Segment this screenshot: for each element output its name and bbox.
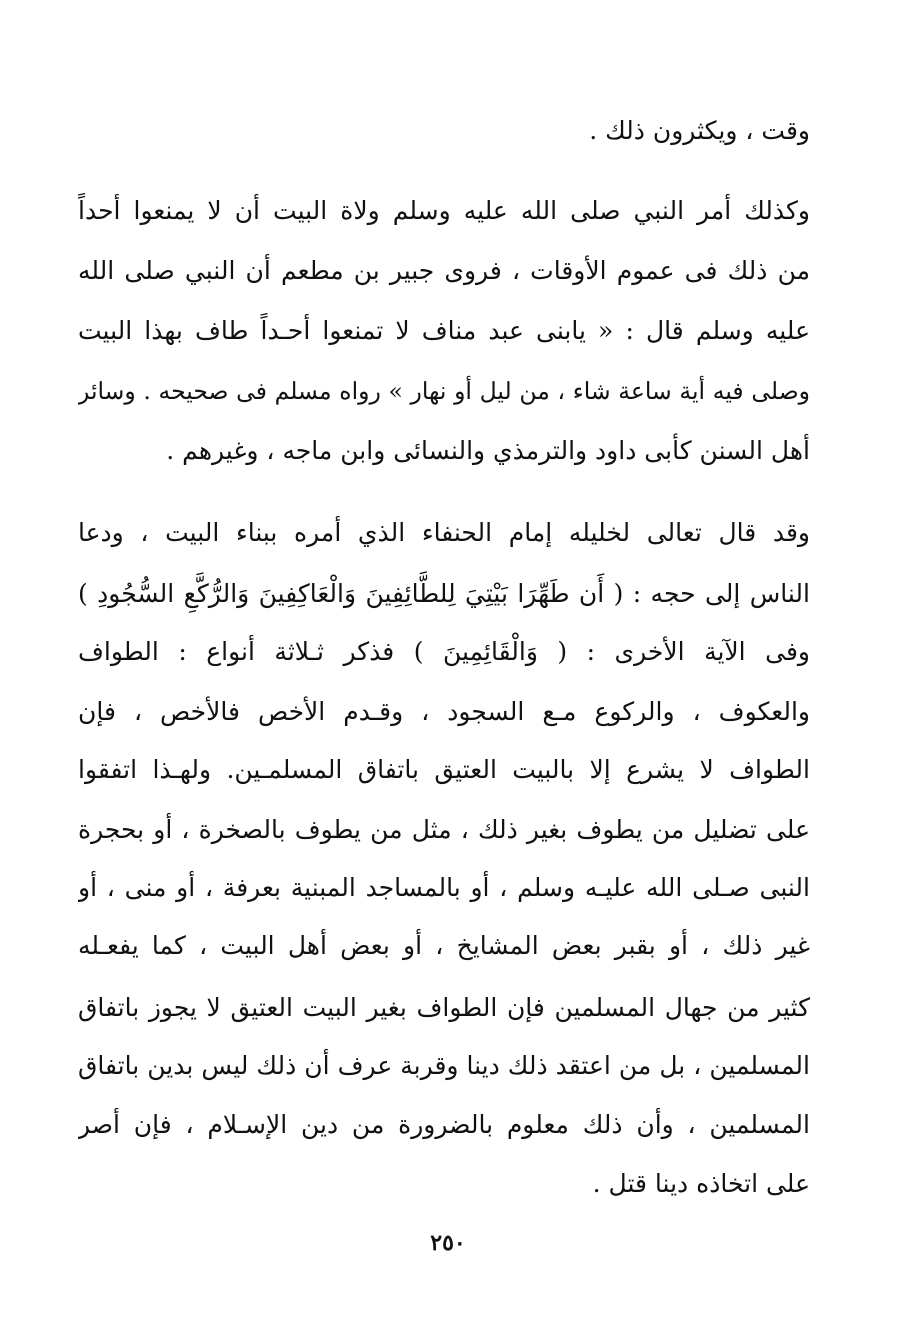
- text-line: أهل السنن كأبى داود والترمذي والنسائى وابن ماجه ، وغيرهم .: [166, 436, 810, 465]
- text-line: من ذلك فى عموم الأوقات ، فروى جبير بن مطعم أن النبي صلى الله: [78, 256, 810, 285]
- text-line: المسلمين ، وأن ذلك معلوم بالضرورة من دين الإسـلام ، فإن أصر: [78, 1110, 810, 1139]
- text-line: على اتخاذه دينا قتل .: [592, 1169, 810, 1198]
- quran-verse-line: الناس إلى حجه : ( أَن طَهِّرَا بَيْتِيَ لِلطَّائِفِينَ وَالْعَاكِفِينَ وَالرُّكَّعِ السُّجُودِ ): [78, 579, 810, 608]
- text-line: وكذلك أمر النبي صلى الله عليه وسلم ولاة البيت أن لا يمنعوا أحداً: [78, 196, 810, 225]
- text-line: النبى صـلى الله عليـه وسلم ، أو بالمساجد المبنية بعرفة ، أو منى ، أو: [78, 873, 810, 902]
- text-line: كثير من جهال المسلمين فإن الطواف بغير البيت العتيق لا يجوز باتفاق: [78, 993, 810, 1022]
- text-line: وقد قال تعالى لخليله إمام الحنفاء الذي أمره ببناء البيت ، ودعا: [78, 518, 810, 547]
- text-line: عليه وسلم قال : « يابنى عبد مناف لا تمنعوا أحـداً طاف بهذا البيت: [78, 316, 810, 345]
- text-line: وصلى فيه أية ساعة شاء ، من ليل أو نهار » رواه مسلم فى صحيحه . وسائر: [78, 377, 810, 405]
- text-line: والعكوف ، والركوع مـع السجود ، وقـدم الأخص فالأخص ، فإن: [78, 697, 810, 726]
- text-line: على تضليل من يطوف بغير ذلك ، مثل من يطوف بالصخرة ، أو بحجرة: [78, 815, 810, 844]
- text-line: المسلمين ، بل من اعتقد ذلك دينا وقربة عرف أن ذلك ليس بدين باتفاق: [78, 1051, 810, 1080]
- text-line: غير ذلك ، أو بقبر بعض المشايخ ، أو بعض أهل البيت ، كما يفعـله: [78, 931, 810, 960]
- text-line: وقت ، ويكثرون ذلك .: [589, 116, 810, 145]
- text-line: الطواف لا يشرع إلا بالبيت العتيق باتفاق المسلمـين. ولهـذا اتفقوا: [78, 755, 810, 784]
- text-line: وفى الآية الأخرى : ( وَالْقَائِمِينَ ) فذكر ثـلاثة أنواع : الطواف: [78, 637, 810, 666]
- page-number: ٢٥٠: [430, 1230, 466, 1256]
